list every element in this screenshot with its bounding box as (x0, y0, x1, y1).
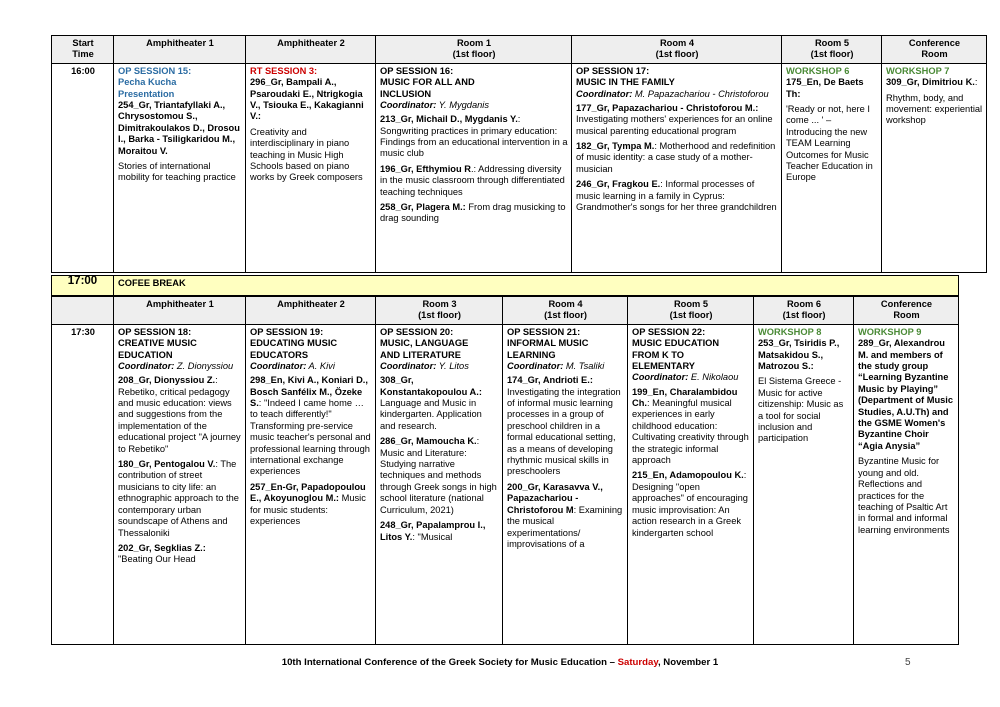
presentation-text: : Rebetiko, critical pedagogy and music education: views and suggestions from the implementation of the educational project "A journey to Rebetiko" (118, 375, 241, 454)
workshop-title-7: WORKSHOP 7 (886, 65, 950, 76)
coordinator-label: Coordinator: (576, 88, 633, 99)
session-coordinator (118, 361, 242, 372)
header-conference-room-line2: Room (893, 310, 920, 321)
session-title-op16 (380, 66, 568, 100)
presentation-text: : Songwriting practices in primary education: Findings from an educational intervention in a music club (380, 114, 568, 159)
coordinator-name: M. Tsaliki (563, 361, 605, 372)
presentation-authors (118, 100, 242, 157)
authors-text: 253_Gr, Tsiridis P., Matsakidou S., Matrozou S.: (758, 338, 840, 372)
authors-text: 258_Gr, Plagera M.: (380, 202, 466, 213)
authors-text: 248_Gr, Papalamprou I., Litos Y. (380, 520, 486, 542)
page-footer (0, 657, 1000, 668)
session-title-op21-line2: INFORMAL MUSIC (507, 338, 589, 349)
cell-room-6-1730 (754, 324, 854, 644)
header-conference-room-line2: Room (921, 49, 948, 60)
time-cell-1730: 17:30 (52, 324, 114, 644)
presentation-authors (858, 338, 955, 452)
presentation-text: : Meaningful musical experiences in early childhood education: Cultivating creativity through the strategic informal approach (632, 398, 749, 466)
presentation-text: : The contribution of street musicians to city life: an ethnographic approach to the contemporary urban soundscape of Athens and Thessaloniki (118, 459, 239, 538)
presentation-item (576, 179, 778, 213)
coordinator-name: Y. Mygdanis (436, 100, 490, 111)
header-start-time-2 (52, 297, 114, 325)
presentation-item (380, 436, 499, 516)
cell-conference-room-1600 (882, 63, 987, 272)
session-title-op15-line1: OP SESSION 15: (118, 65, 192, 76)
authors-text: 175_En, De Baets Th: (786, 77, 864, 99)
page-number: 5 (905, 657, 911, 668)
time-cell-1700: 17:00 (52, 276, 114, 296)
authors-text: 200_Gr, Karasavva V., Papazachariou - Christoforou M (507, 481, 603, 515)
presentation-item (250, 375, 372, 478)
session-coordinator (632, 372, 750, 383)
authors-text: 180_Gr, Pentogalou V. (118, 459, 216, 470)
presentation-authors (786, 77, 878, 100)
presentation-text: : "Musical (412, 531, 453, 542)
cell-room-1-1600 (376, 63, 572, 272)
header-room-4-line1: Room 4 (659, 38, 695, 48)
authors-suffix: : (974, 77, 978, 88)
header-room-3 (376, 297, 503, 325)
coordinator-name: E. Nikolaou (688, 372, 739, 383)
header-room-6 (754, 297, 854, 325)
header-room-5-line2: (1st floor) (669, 310, 713, 321)
presentation-item (380, 375, 499, 432)
presentation-body: Rhythm, body, and movement: experiential workshop (886, 92, 983, 126)
cell-room-3-1730 (376, 324, 503, 644)
header-room-4-line1: Room 4 (548, 299, 583, 309)
presentation-item (380, 164, 568, 198)
header-room-5-2 (628, 297, 754, 325)
authors-text: 286_Gr, Mamoucha K. (380, 436, 477, 447)
session-title-op17-line1: OP SESSION 17: (576, 65, 650, 76)
presentation-text: "Beating Our Head (118, 554, 196, 565)
workshop-title-9: WORKSHOP 9 (858, 326, 922, 337)
session-title-op15 (118, 66, 242, 100)
session-title-op18 (118, 327, 242, 361)
header-start-time (52, 36, 114, 64)
session-title-op21 (507, 327, 624, 361)
coordinator-name: M. Papazachariou - Christoforou (632, 88, 769, 99)
session-title-op19-line3: EDUCATORS (250, 349, 309, 360)
presentation-item (507, 375, 624, 478)
footer-date: , November 1 (657, 657, 719, 668)
session-title-op22-line1: OP SESSION 22: (632, 326, 706, 337)
workshop-title-6: WORKSHOP 6 (786, 65, 850, 76)
authors-text: 215_En, Adamopoulou K. (632, 470, 744, 481)
session-title-op19-line2: EDUCATING MUSIC (250, 338, 338, 349)
coordinator-label: Coordinator: (632, 372, 689, 383)
session-coordinator (576, 89, 778, 100)
session-title-rt3: RT SESSION 3: (250, 65, 318, 76)
cell-room-5-1730 (628, 324, 754, 644)
session-title-op20 (380, 327, 499, 361)
header-room-6-line1: Room 6 (786, 299, 822, 309)
presentation-body: Byzantine Music for young and old. Reflections and practices for the teaching of Psaltic Art in formal and informal learning environments (858, 456, 950, 535)
authors-text: 196_Gr, Efthymiou R (380, 163, 471, 174)
presentation-text: From drag musicking to drag sounding (380, 202, 566, 224)
cell-room-5-1600 (782, 63, 882, 272)
presentation-item (632, 470, 750, 538)
header-room-5 (782, 36, 882, 64)
footer-day: Saturday (617, 657, 658, 668)
presentation-item (380, 114, 568, 160)
session-title-op16-line2: MUSIC FOR ALL AND (380, 77, 475, 88)
header-room-4-line2: (1st floor) (544, 310, 587, 321)
header-room-1-line2: (1st floor) (452, 49, 496, 60)
session-title-op20-line2: MUSIC, LANGUAGE (380, 338, 469, 349)
authors-text: 289_Gr, Alexandrou M. and members of the study group “Learning Byzantine Music by Playing” (Department of Music Studies, A.U.Th) and the GSME Women's Byzantine Choir “Agia Anysia” (858, 338, 954, 451)
header-start-time-line1: Start (72, 38, 94, 48)
session-row-1730 (52, 324, 959, 644)
header-room-3-line2: (1st floor) (418, 310, 461, 321)
header-room-1-line1: Room 1 (456, 38, 492, 48)
coffee-break-table (51, 275, 959, 296)
presentation-item (380, 520, 499, 543)
schedule-table-1600 (51, 35, 987, 273)
session-title-op21-line1: OP SESSION 21: (507, 326, 581, 337)
coordinator-name: A. Kivi (306, 361, 335, 372)
time-cell-1600: 16:00 (52, 63, 114, 272)
session-coordinator (250, 361, 372, 372)
authors-text: 298_En, Kivi A., Koniari D., Bosch Sanfélix M., Özeke S. (250, 375, 368, 409)
coordinator-name: Y. Litos (436, 361, 469, 372)
presentation-body: El Sistema Greece - Music for active citizenship: Music as a tool for social inclusion and participation (758, 376, 844, 444)
coordinator-label: Coordinator: (250, 361, 307, 372)
cell-amphitheater-2-1730 (246, 324, 376, 644)
session-title-op19-line1: OP SESSION 19: (250, 326, 324, 337)
header-start-time-line2: Time (72, 49, 94, 60)
cell-conference-room-1730 (854, 324, 959, 644)
presentation-text: : Examining the musical experimentations/ improvisations of a (507, 504, 623, 549)
session-title-op17-line2: MUSIC IN THE FAMILY (576, 77, 675, 88)
presentation-text: Music for music students: experiences (250, 493, 366, 527)
session-title-op22-line4: ELEMENTARY (632, 361, 696, 372)
authors-text: 246_Gr, Fragkou E. (576, 179, 661, 190)
presentation-text: : Music and Literature: Studying narrative techniques and methods through Greek songs in high school literature (national Curriculum, 2021) (380, 436, 497, 515)
authors-text: 254_Gr, Triantafyllaki A., Chrysostomou S., Dimitrakoulakos D., Drosou I., Barka - Tsiligkaridou M., Moraitou V. (118, 100, 240, 156)
presentation-text: : Motherhood and redefinition of music identity: a case study of a mother-musician (576, 141, 776, 174)
session-title-op18-line1: OP SESSION 18: (118, 326, 192, 337)
coordinator-label: Coordinator: (380, 361, 437, 372)
session-title-op17 (576, 66, 778, 89)
header-room-5-line1: Room 5 (673, 299, 709, 309)
session-title-op22-line3: FROM K TO (632, 349, 684, 360)
coordinator-label: Coordinator: (507, 361, 564, 372)
presentation-authors (886, 77, 983, 88)
presentation-item (632, 387, 750, 467)
header-room-5-line2: (1st floor) (810, 49, 854, 60)
cell-amphitheater-1-1730 (114, 324, 246, 644)
session-coordinator (380, 100, 568, 111)
presentation-item (576, 141, 778, 175)
header-room-5-line1: Room 5 (814, 38, 850, 48)
presentation-authors (758, 338, 850, 372)
header-amphitheater-2-2: Amphitheater 2 (246, 297, 376, 325)
header-conference-room-line1: Conference (880, 299, 933, 309)
header-room-4-line2: (1st floor) (655, 49, 699, 60)
presentation-text: Investigating mothers' experiences for an online musical parenting educational program (576, 114, 773, 136)
session-title-op16-line1: OP SESSION 16: (380, 65, 454, 76)
header-conference-room (882, 36, 987, 64)
presentation-body: Creativity and interdisciplinary in piano teaching in Music High Schools based on piano works by Greek composers (250, 126, 363, 183)
header-amphitheater-1-2: Amphitheater 1 (114, 297, 246, 325)
coordinator-label: Coordinator: (380, 100, 437, 111)
authors-text: 199_En, Charalambidou Ch. (632, 386, 738, 409)
authors-text: 177_Gr, Papazachariou - Christoforou M.: (576, 102, 759, 113)
authors-text: 309_Gr, Dimitriou K. (886, 77, 975, 88)
session-title-op19 (250, 327, 372, 361)
header-room-1 (376, 36, 572, 64)
table-header-row-1 (52, 36, 987, 64)
presentation-body: 'Ready or not, here I come ... ' – Introducing the new TEAM Learning Outcomes for Music Teacher Education in Europe (786, 104, 873, 183)
presentation-item (250, 482, 372, 528)
session-title-op20-line1: OP SESSION 20: (380, 326, 454, 337)
schedule-table-1730 (51, 296, 959, 645)
presentation-item (507, 482, 624, 550)
session-title-op22-line2: MUSIC EDUCATION (632, 338, 720, 349)
presentation-item (118, 543, 242, 566)
session-title-op18-line2: CREATIVE MUSIC (118, 338, 197, 349)
authors-text: 202_Gr, Segklias Z.: (118, 542, 206, 553)
authors-text: 208_Gr, Dionyssiou Z. (118, 375, 216, 386)
authors-text: 257_En-Gr, Papadopoulou E., Akoyunoglou M.: (250, 481, 366, 504)
coordinator-name: Z. Dionyssiou (174, 361, 234, 372)
header-room-4 (572, 36, 782, 64)
presentation-text: : Designing "open approaches" of encouraging music improvisation: An action research in a Greek kindergarten school (632, 470, 748, 538)
coordinator-label: Coordinator: (118, 361, 175, 372)
presentation-text: : "Indeed I came home … to teach differently!" Transforming pre-service music teacher's personal and professional learning through international exchange experiences (250, 398, 371, 477)
authors-text: 182_Gr, Tympa M. (576, 141, 655, 152)
cell-amphitheater-1-1600 (114, 63, 246, 272)
presentation-text: : Informal processes of music learning in a family in Cyprus: Grandmother's songs for her three grandchildren (576, 179, 777, 213)
header-conference-room-line1: Conference (908, 38, 961, 48)
footer-conference-name: 10th International Conference of the Greek Society for Music Education – (281, 657, 618, 668)
authors-text: 308_Gr, Konstantakopoulou A.: (380, 375, 482, 397)
presentation-item (576, 103, 778, 137)
header-room-3-line1: Room 3 (422, 299, 457, 309)
header-conference-room-2 (854, 297, 959, 325)
break-label: COFEE BREAK (114, 276, 959, 296)
session-title-op15-line2: Pecha Kucha (118, 77, 177, 88)
table-header-row-2 (52, 297, 959, 325)
workshop-title-8: WORKSHOP 8 (758, 326, 822, 337)
presentation-authors (250, 77, 372, 123)
presentation-text: Investigating the integration of informal music learning processes in a group of preschool children in a formal educational setting, as a means of developing rhythmic musical skills in preschoolers (507, 386, 621, 477)
cell-amphitheater-2-1600 (246, 63, 376, 272)
break-row (52, 276, 959, 296)
cell-room-4-1600 (572, 63, 782, 272)
presentation-item (118, 375, 242, 455)
header-amphitheater-2: Amphitheater 2 (246, 36, 376, 64)
session-row-1600 (52, 63, 987, 272)
header-amphitheater-1: Amphitheater 1 (114, 36, 246, 64)
authors-text: 296_Gr, Bampali A., Psaroudaki E., Ntrigkogia V., Tsiouka E., Kakagianni V.: (250, 77, 364, 122)
session-title-op15-line3: Presentation (118, 88, 175, 99)
session-title-op22 (632, 327, 750, 373)
header-room-4-2 (503, 297, 628, 325)
presentation-body: Stories of international mobility for teaching practice (118, 161, 236, 183)
authors-text: 213_Gr, Michail D., Mygdanis Y. (380, 114, 518, 125)
session-title-op18-line3: EDUCATION (118, 349, 173, 360)
session-title-op16-line3: INCLUSION (380, 88, 432, 99)
authors-text: 174_Gr, Andrioti E.: (507, 375, 593, 386)
header-room-6-line2: (1st floor) (782, 310, 826, 321)
session-title-op21-line3: LEARNING (507, 349, 556, 360)
session-coordinator (507, 361, 624, 372)
session-title-op20-line3: AND LITERATURE (380, 349, 461, 360)
session-coordinator (380, 361, 499, 372)
presentation-text: Language and Music in kindergarten. Application and research. (380, 398, 482, 431)
presentation-item (118, 459, 242, 539)
presentation-text: .: Addressing diversity in the music classroom through differentiated teaching techniques (380, 163, 565, 197)
presentation-item (380, 202, 568, 225)
cell-room-4-1730 (503, 324, 628, 644)
